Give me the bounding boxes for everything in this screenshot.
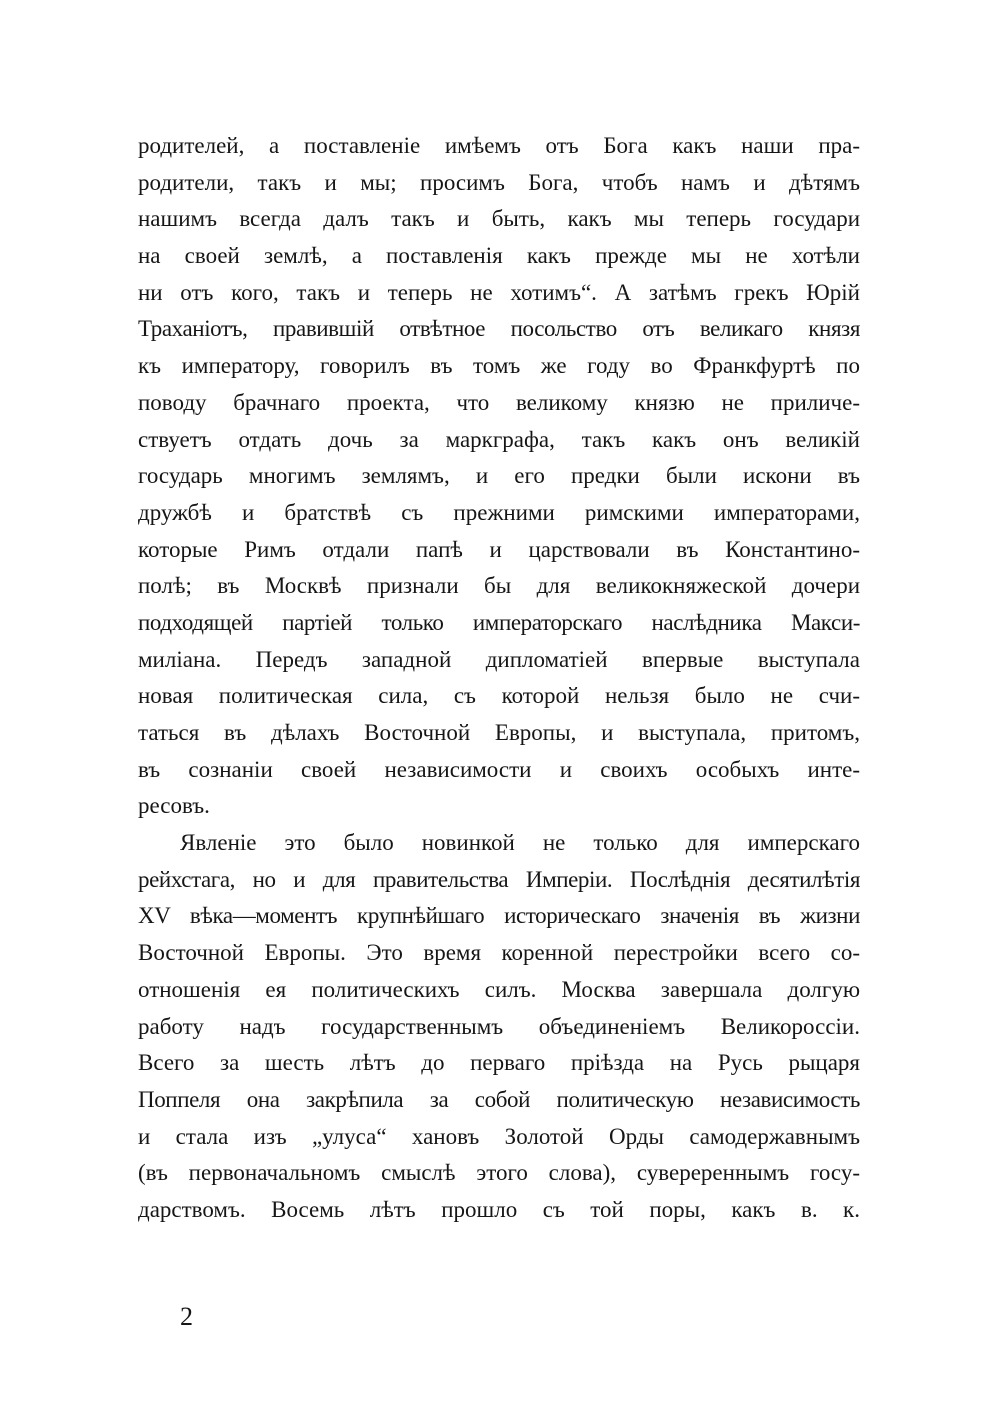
text-line: которые Римъ отдали папѣ и царствовали въ Константино-	[138, 536, 860, 562]
text-line: (въ первоначальномъ смыслѣ этого слова), суверереннымъ госу-	[138, 1160, 860, 1186]
text-line: ствуетъ отдать дочь за маркграфа, такъ какъ онъ великій	[138, 426, 860, 452]
text-line: рейхстага, но и для правительства Имперіи. Послѣднія десятилѣтія	[138, 866, 860, 892]
text-line: подходящей партіей только императорскаго наслѣдника Макси-	[138, 609, 860, 635]
text-line: дарствомъ. Восемь лѣтъ прошло съ той поры, какъ в. к.	[138, 1196, 860, 1222]
text-line: ни отъ кого, такъ и теперь не хотимъ“. А затѣмъ грекъ Юрій	[138, 279, 860, 305]
text-line: Всего за шесть лѣтъ до перваго пріѣзда на Русь рыцаря	[138, 1050, 860, 1076]
text-line: родители, такъ и мы; просимъ Бога, чтобъ намъ и дѣтямъ	[138, 169, 860, 195]
text-line: работу надъ государственнымъ объединеніемъ Великороссіи.	[138, 1013, 860, 1039]
text-line: ресовъ.	[138, 793, 210, 819]
text-line: таться въ дѣлахъ Восточной Европы, и выступала, притомъ,	[138, 720, 860, 745]
paragraph-1	[138, 128, 860, 825]
text-line: полѣ; въ Москвѣ признали бы для великокняжеской дочери	[138, 573, 860, 599]
text-line: государь многимъ землямъ, и его предки были искони въ	[138, 463, 860, 489]
text-line: миліана. Передъ западной дипломатіей впервые выступала	[138, 646, 860, 672]
text-line: и стала изъ „улуса“ хановъ Золотой Орды самодержавнымъ	[138, 1123, 860, 1149]
text-line: новая политическая сила, съ которой нельзя было не счи-	[138, 683, 860, 709]
text-line: Поппеля она закрѣпила за собой политическую независимость	[138, 1086, 860, 1112]
main-text	[138, 128, 860, 1229]
text-line: на своей землѣ, а поставленія какъ прежде мы не хотѣли	[138, 243, 860, 269]
text-line: къ императору, говорилъ въ томъ же году во Франкфуртѣ по	[138, 353, 860, 379]
text-line: дружбѣ и братствѣ съ прежними римскими императорами,	[138, 499, 860, 525]
page-number: 2	[180, 1302, 193, 1331]
text-line: поводу брачнаго проекта, что великому князю не приличе-	[138, 389, 860, 415]
text-line: отношенія ея политическихъ силъ. Москва завершала долгую	[138, 976, 860, 1002]
text-line: родителей, а поставленіе имѣемъ отъ Бога какъ наши пра-	[138, 133, 860, 158]
text-line: нашимъ всегда далъ такъ и быть, какъ мы теперь государи	[138, 206, 860, 232]
text-line: XV вѣка—моментъ крупнѣйшаго историческаго значенія въ жизни	[138, 903, 860, 929]
text-line: Восточной Европы. Это время коренной перестройки всего со-	[138, 940, 860, 966]
text-line: Явленіе это было новинкой не только для имперскаго	[180, 830, 860, 856]
text-line: въ сознаніи своей независимости и своихъ особыхъ инте-	[138, 756, 860, 782]
paragraph-2	[138, 825, 860, 1229]
text-line: Траханіотъ, правившій отвѣтное посольство отъ великаго князя	[138, 316, 860, 342]
